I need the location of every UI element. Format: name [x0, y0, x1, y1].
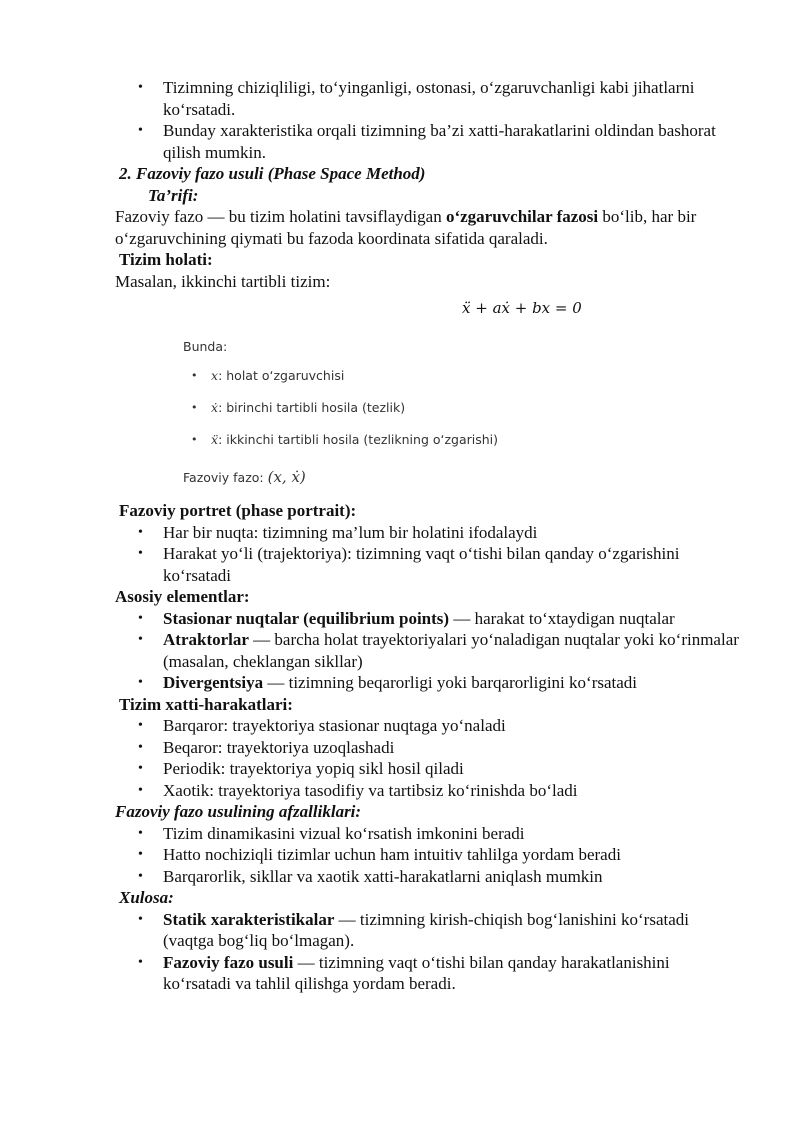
section-heading: 2. Fazoviy fazo usuli (Phase Space Method)	[119, 164, 426, 183]
intro-list	[115, 77, 740, 163]
equation: ẍ + aẋ + bx = 0	[462, 299, 582, 317]
definition-paragraph: Fazoviy fazo — bu tizim holatini tavsiflaydigan o‘zgaruvchilar fazosi bo‘lib, har bir o‘zgaruvchining qiymati bu fazoda koordinata sifatida qaraladi.	[115, 207, 697, 248]
phase-portrait-list	[115, 522, 740, 587]
list-item: • Periodik: trayektoriya yopiq sikl hosil qiladi	[115, 758, 740, 780]
list-item: • Beqaror: trayektoriya uzoqlashadi	[115, 737, 740, 759]
list-item: • Atraktorlar — barcha holat trayektoriyalari yo‘naladigan nuqtalar yoki ko‘rinmalar (masalan, cheklangan sikllar)	[115, 629, 740, 672]
advantages-list	[115, 823, 740, 888]
list-item: • Statik xarakteristikalar — tizimning kirish-chiqish bog‘lanishini ko‘rsatadi (vaqtga bog‘liq bo‘lmagan).	[115, 909, 740, 952]
behavior-heading: Tizim xatti-harakatlari:	[119, 694, 293, 714]
list-item: • Xaotik: trayektoriya tasodifiy va tartibsiz ko‘rinishda bo‘ladi	[115, 780, 740, 802]
list-item: • ẍ: ikkinchi tartibli hosila (tezlikning o‘zgarishi)	[183, 424, 740, 456]
behavior-list	[115, 715, 740, 801]
equation-line	[115, 292, 740, 326]
definitions-box	[183, 334, 740, 490]
advantages-heading: Fazoviy fazo usulining afzalliklari:	[115, 802, 362, 821]
list-item: • Tizimning chiziqliligi, to‘yinganligi, ostonasi, o‘zgaruvchanligi kabi jihatlarni ko‘rsatadi.	[115, 77, 740, 120]
list-item: • Hatto nochiziqli tizimlar uchun ham intuitiv tahlilga yordam beradi	[115, 844, 740, 866]
elements-heading: Asosiy elementlar:	[115, 587, 250, 606]
example-text: Masalan, ikkinchi tartibli tizim:	[115, 271, 331, 291]
list-item: • Tizim dinamikasini vizual ko‘rsatish imkonini beradi	[115, 823, 740, 845]
bunda-title: Bunda:	[183, 339, 228, 354]
list-item: • Harakat yo‘li (trajektoriya): tizimning vaqt o‘tishi bilan qanday o‘zgarishini ko‘rsatadi	[115, 543, 740, 586]
conclusion-heading: Xulosa:	[119, 888, 174, 907]
document-page	[115, 77, 740, 995]
conclusion-list	[115, 909, 740, 995]
elements-list	[115, 608, 740, 694]
list-item: • Bunday xarakteristika orqali tizimning ba’zi xatti-harakatlarini oldindan bashorat qilish mumkin.	[115, 120, 740, 163]
list-item: • Divergentsiya — tizimning beqarorligi yoki barqarorligini ko‘rsatadi	[115, 672, 740, 694]
list-item: • Stasionar nuqtalar (equilibrium points) — harakat to‘xtaydigan nuqtalar	[115, 608, 740, 630]
list-item: • Fazoviy fazo usuli — tizimning vaqt o‘tishi bilan qanday harakatlanishini ko‘rsatadi va tahlil qilishga yordam beradi.	[115, 952, 740, 995]
list-item: • Barqarorlik, sikllar va xaotik xatti-harakatlarni aniqlash mumkin	[115, 866, 740, 888]
list-item: • Barqaror: trayektoriya stasionar nuqtaga yo‘naladi	[115, 715, 740, 737]
list-item: • ẋ: birinchi tartibli hosila (tezlik)	[183, 392, 740, 424]
list-item: • Har bir nuqta: tizimning ma’lum bir holatini ifodalaydi	[115, 522, 740, 544]
bunda-list	[183, 360, 740, 456]
definition-heading: Ta’rifi:	[148, 185, 199, 205]
system-state-heading: Tizim holati:	[119, 250, 213, 269]
list-item: • x: holat o‘zgaruvchisi	[183, 360, 740, 392]
phase-portrait-heading: Fazoviy portret (phase portrait):	[119, 501, 357, 520]
phase-space-line: Fazoviy fazo: (x, ẋ)	[183, 468, 306, 486]
